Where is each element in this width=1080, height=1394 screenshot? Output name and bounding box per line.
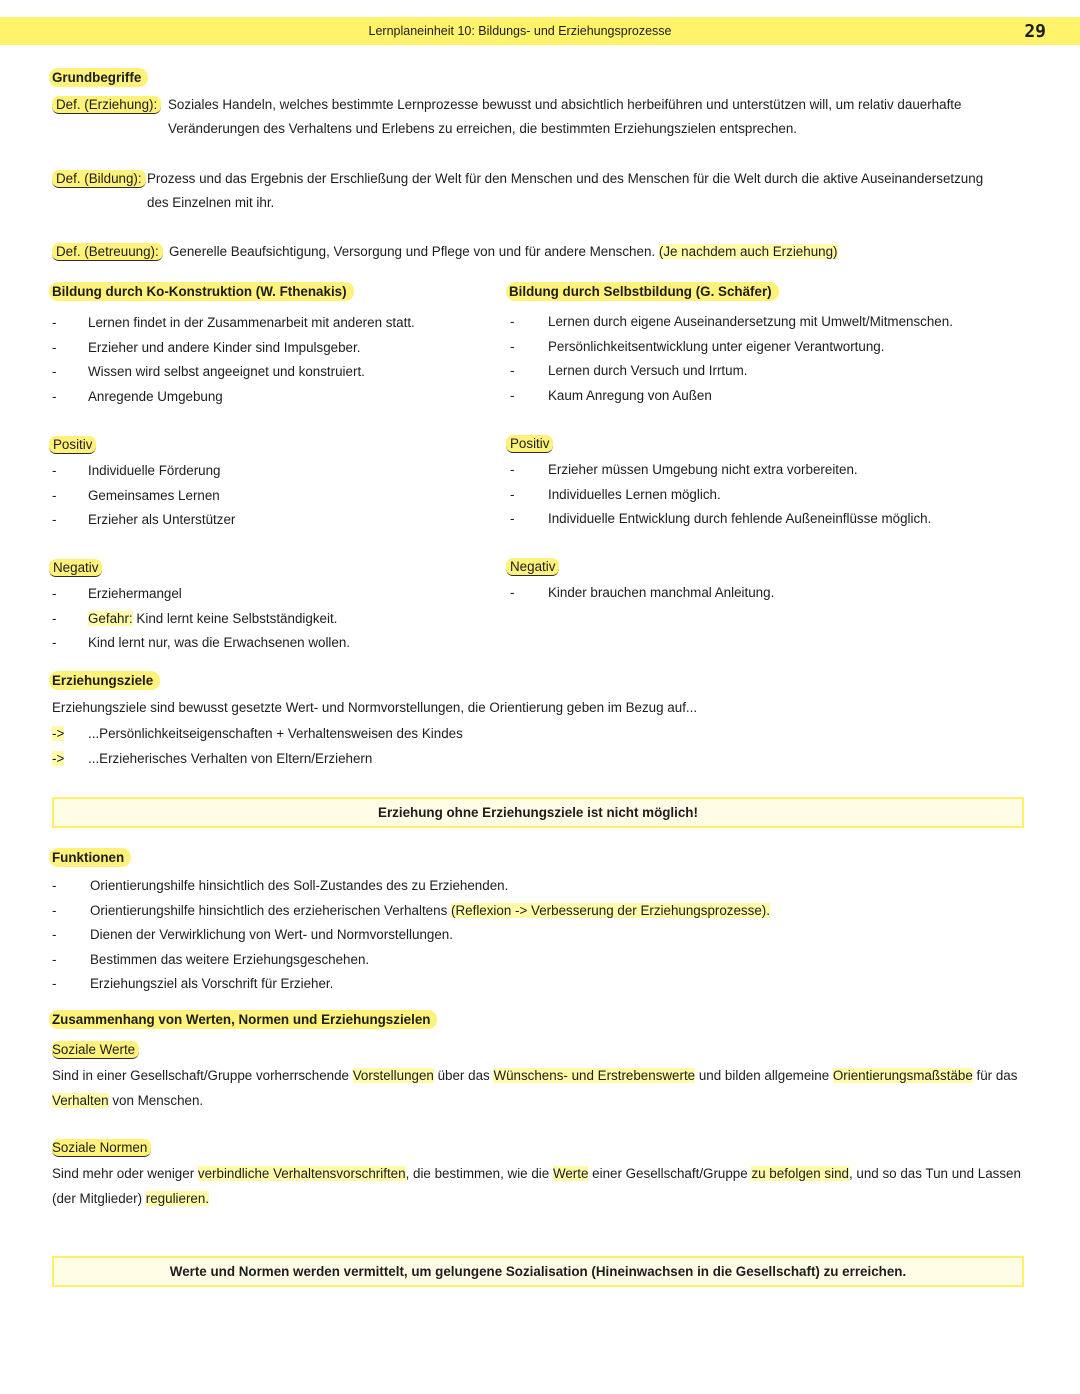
- erziehungsziele-heading: Erziehungsziele: [49, 673, 160, 688]
- definition-text: Soziales Handeln, welches bestimmte Lernprozesse bewusst und absichtlich herbeiführen und unterstützen will, um relativ dauerhafte Veränderungen des Verhaltens und Erlebens zu erreichen, die bestimmten Erziehungszielen entsprechen.: [168, 97, 962, 136]
- definition-bildung: [52, 167, 1012, 215]
- list-item: - Kaum Anregung von Außen: [510, 384, 953, 409]
- erziehungsziele-intro: Erziehungsziele sind bewusst gesetzte Wert- und Normvorstellungen, die Orientierung geben im Bezug auf...: [52, 700, 698, 715]
- list-item: - Wissen wird selbst angeeignet und konstruiert.: [52, 360, 415, 385]
- list-item: - Lernen durch eigene Auseinandersetzung mit Umwelt/Mitmenschen.: [510, 310, 953, 335]
- list-item: - Kinder brauchen manchmal Anleitung.: [510, 581, 774, 606]
- right-positiv-label: Positiv: [506, 436, 553, 451]
- soziale-werte-label: Soziale Werte: [52, 1042, 139, 1057]
- funktionen-heading: Funktionen: [49, 850, 131, 865]
- left-positiv-list: [52, 459, 235, 533]
- left-negativ-label: Negativ: [49, 560, 102, 575]
- definition-note: (Je nachdem auch Erziehung): [658, 244, 838, 259]
- soziale-werte-text: Sind in einer Gesellschaft/Gruppe vorherrschende Vorstellungen über das Wünschens- und Erstrebenswerte und bilden allgemeine Orientierungsmaßstäbe für das Verhalten von Menschen.: [52, 1068, 1018, 1108]
- left-positiv-label: Positiv: [49, 437, 96, 452]
- ko-konstruktion-list: [52, 311, 415, 409]
- definition-label: Def. (Erziehung):: [52, 96, 161, 114]
- soziale-normen-text: Sind mehr oder weniger verbindliche Verhaltensvorschriften, die bestimmen, wie die Werte einer Gesellschaft/Gruppe zu befolgen sind, und so das Tun und Lassen (der Mitglieder) regulieren.: [52, 1166, 1021, 1206]
- sozialisation-callout: Werte und Normen werden vermittelt, um gelungene Sozialisation (Hineinwachsen in die Gesellschaft) zu erreichen.: [52, 1256, 1024, 1287]
- soziale-normen-label: Soziale Normen: [52, 1140, 151, 1155]
- page-number: 29: [1024, 21, 1046, 42]
- list-item: - Gemeinsames Lernen: [52, 484, 235, 509]
- right-positiv-list: [510, 458, 931, 532]
- definition-betreuung: [52, 240, 1012, 264]
- list-item: - Lernen durch Versuch und Irrtum.: [510, 359, 953, 384]
- grundbegriffe-heading: Grundbegriffe: [49, 70, 148, 85]
- list-item: - Kind lernt nur, was die Erwachsenen wollen.: [52, 631, 350, 656]
- list-item: - Anregende Umgebung: [52, 385, 415, 410]
- header-title: Lernplaneinheit 10: Bildungs- und Erziehungsprozesse: [368, 24, 672, 38]
- list-item: - Lernen findet in der Zusammenarbeit mit anderen statt.: [52, 311, 415, 336]
- list-item: - Persönlichkeitsentwicklung unter eigener Verantwortung.: [510, 335, 953, 360]
- ko-konstruktion-heading: Bildung durch Ko-Konstruktion (W. Fthenakis): [49, 284, 354, 299]
- definition-label: Def. (Bildung):: [52, 170, 146, 188]
- list-item: - Gefahr: Kind lernt keine Selbstständigkeit.: [52, 607, 350, 632]
- definition-text: Generelle Beaufsichtigung, Versorgung und Pflege von und für andere Menschen.: [169, 244, 656, 259]
- list-item: - Erziehermangel: [52, 582, 350, 607]
- arrow-item: -> ...Erzieherisches Verhalten von Eltern/Erziehern: [52, 750, 373, 766]
- list-item: - Individuelle Entwicklung durch fehlende Außeneinflüsse möglich.: [510, 507, 931, 532]
- right-negativ-list: [510, 581, 774, 606]
- header-bar: [0, 17, 1080, 45]
- left-negativ-list: [52, 582, 350, 656]
- list-item: - Individuelles Lernen möglich.: [510, 483, 931, 508]
- arrow-icon: ->: [52, 750, 65, 766]
- selbstbildung-heading: Bildung durch Selbstbildung (G. Schäfer): [506, 284, 779, 299]
- funktionen-list: [52, 874, 770, 997]
- list-item: - Individuelle Förderung: [52, 459, 235, 484]
- list-item: - Erzieher müssen Umgebung nicht extra vorbereiten.: [510, 458, 931, 483]
- gefahr-label: Gefahr:: [88, 610, 133, 626]
- list-item: - Orientierungshilfe hinsichtlich des erzieherischen Verhaltens (Reflexion -> Verbesserung der Erziehungsprozesse).: [52, 899, 770, 924]
- arrow-icon: ->: [52, 726, 65, 741]
- list-item: - Erzieher und andere Kinder sind Impulsgeber.: [52, 336, 415, 361]
- list-item: - Erzieher als Unterstützer: [52, 508, 235, 533]
- definition-text: Prozess und das Ergebnis der Erschließung der Welt für den Menschen und des Menschen für die Welt durch die aktive Auseinandersetzung des Einzelnen mit ihr.: [147, 171, 984, 210]
- erziehungsziele-callout: Erziehung ohne Erziehungsziele ist nicht möglich!: [52, 797, 1024, 828]
- list-item: - Orientierungshilfe hinsichtlich des Soll-Zustandes des zu Erziehenden.: [52, 874, 770, 899]
- definition-erziehung: [52, 93, 1012, 141]
- definition-label: Def. (Betreuung):: [52, 243, 163, 261]
- selbstbildung-list: [510, 310, 953, 408]
- list-item: - Dienen der Verwirklichung von Wert- und Normvorstellungen.: [52, 923, 770, 948]
- arrow-item: -> ...Persönlichkeitseigenschaften + Verhaltensweisen des Kindes: [52, 726, 463, 741]
- right-negativ-label: Negativ: [506, 559, 559, 574]
- zusammenhang-heading: Zusammenhang von Werten, Normen und Erziehungszielen: [49, 1012, 437, 1027]
- erziehungsziele-arrow-list: [52, 722, 463, 771]
- funktionen-note: (Reflexion -> Verbesserung der Erziehungsprozesse).: [451, 902, 770, 918]
- list-item: - Erziehungsziel als Vorschrift für Erzieher.: [52, 972, 770, 997]
- list-item: - Bestimmen das weitere Erziehungsgeschehen.: [52, 948, 770, 973]
